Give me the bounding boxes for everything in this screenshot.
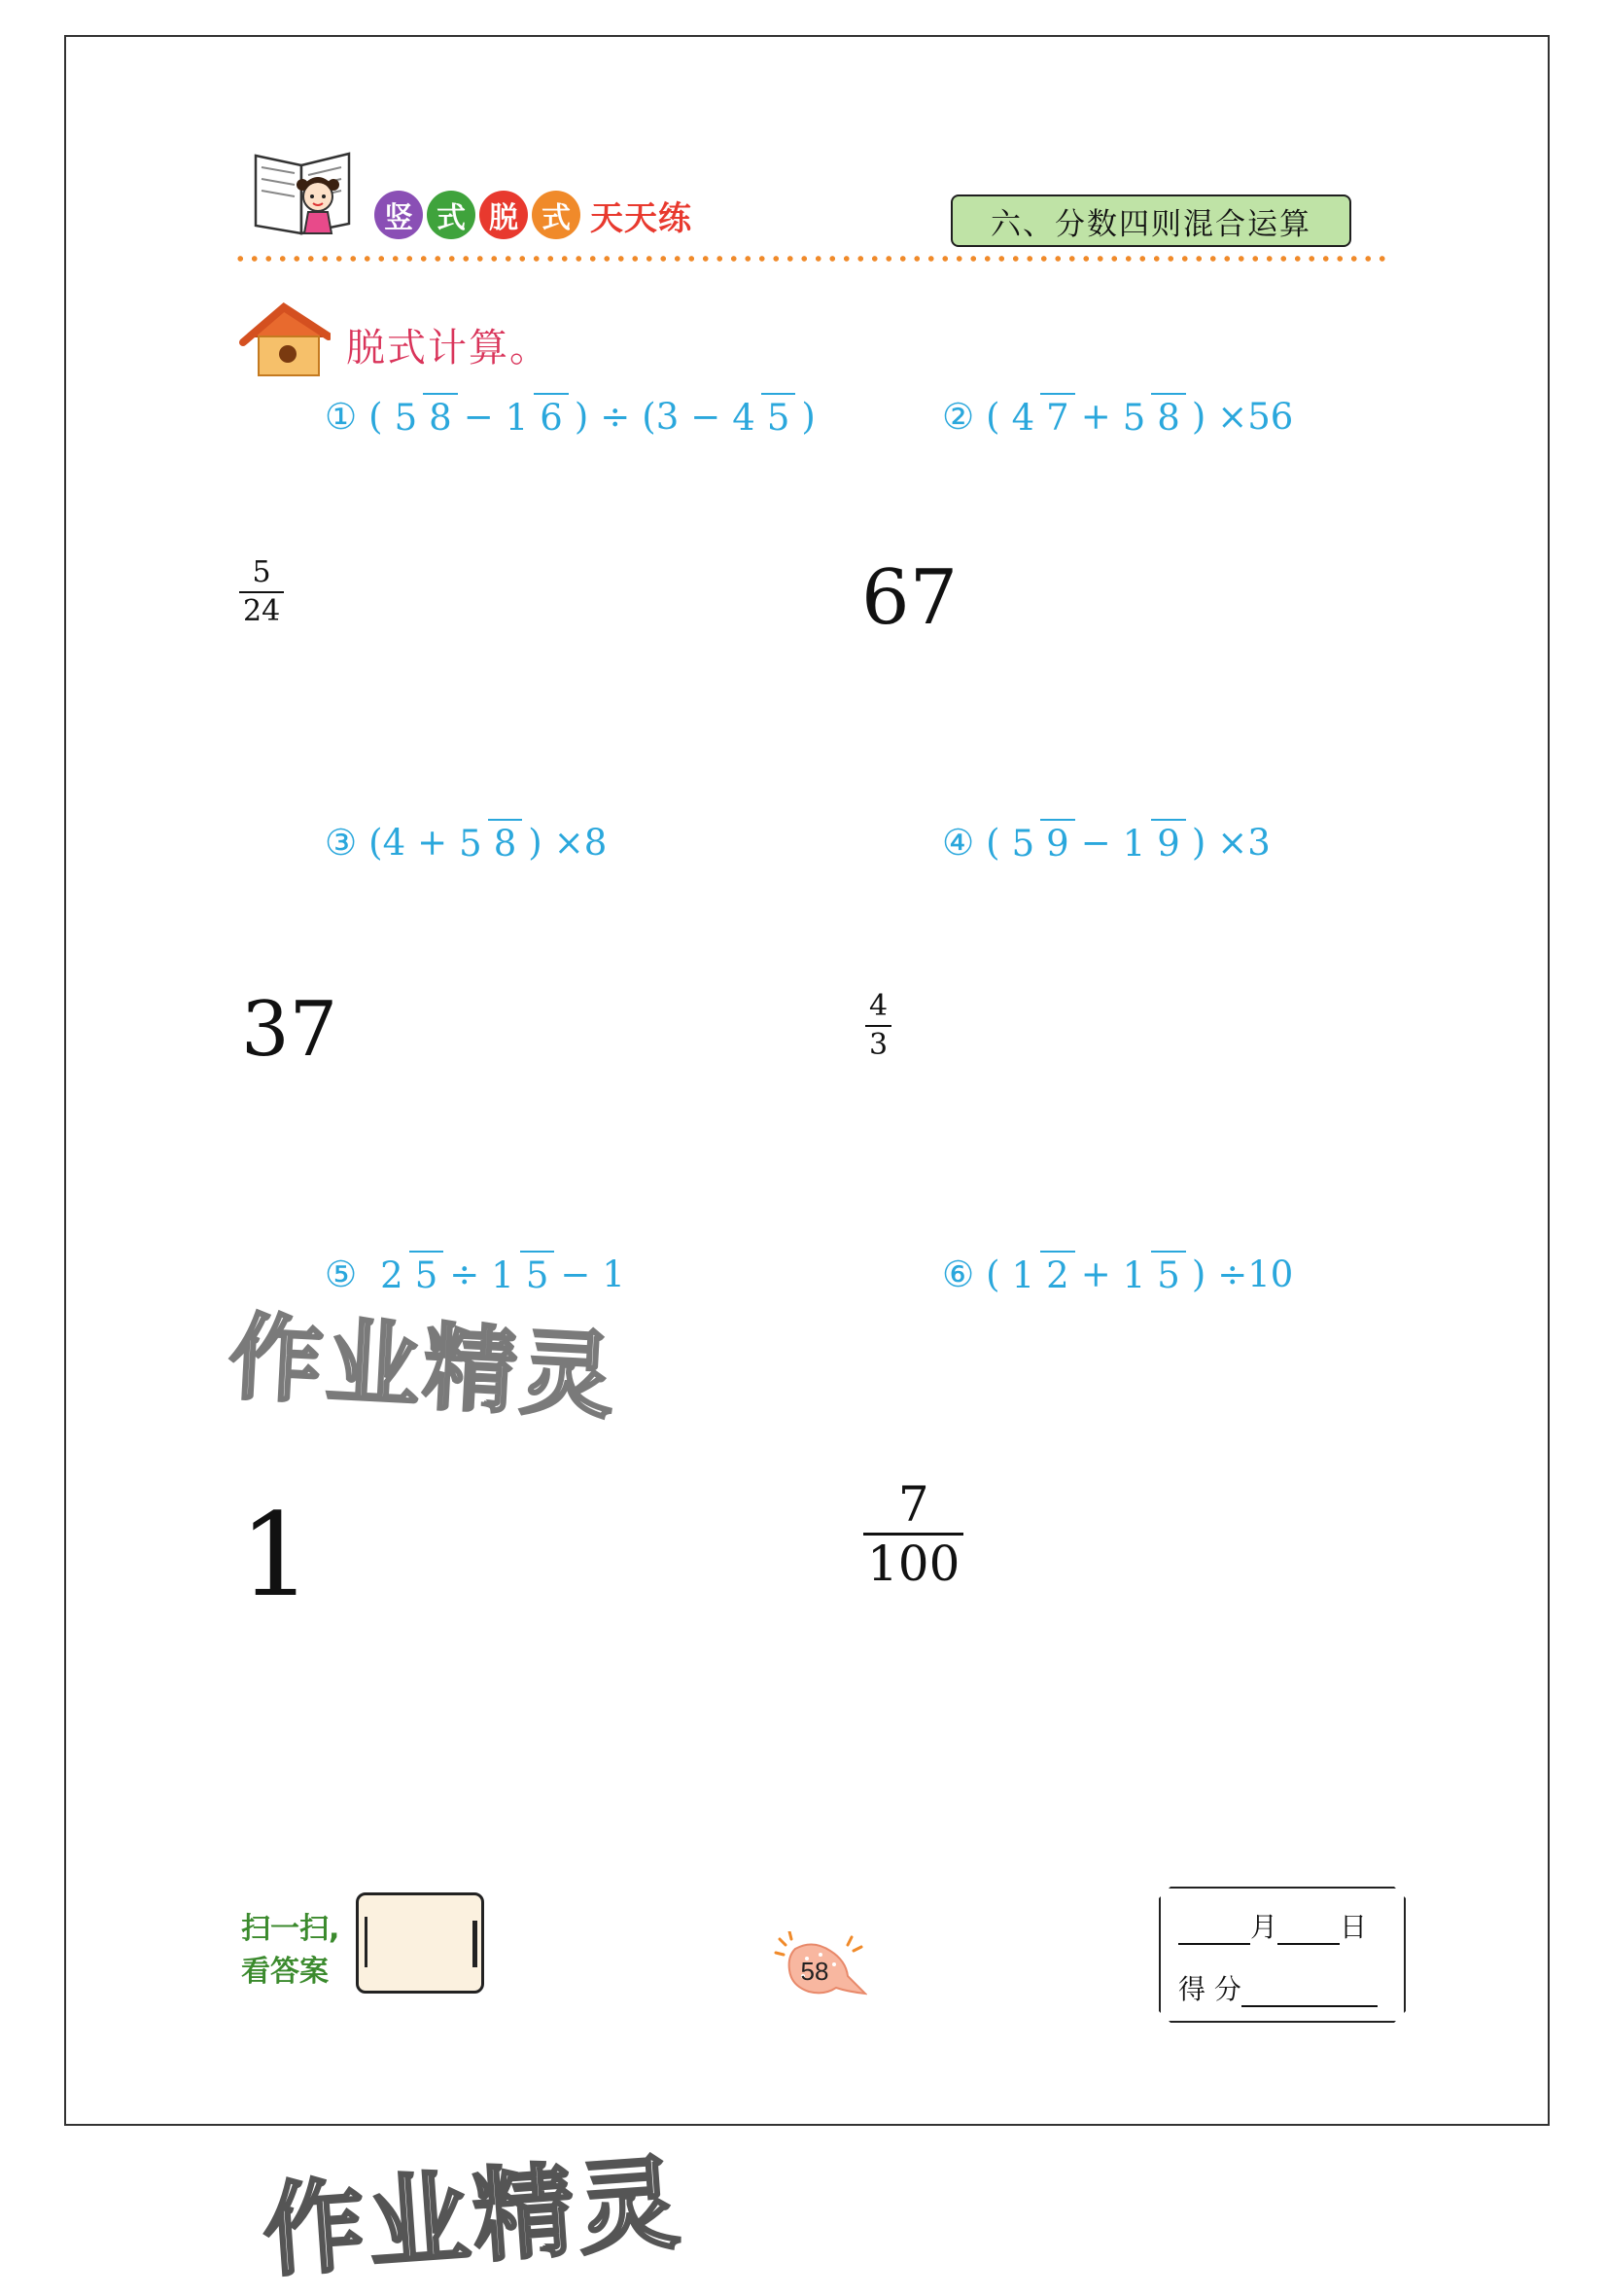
house-icon — [237, 298, 331, 381]
paren: ( — [368, 396, 383, 438]
date-line — [1178, 1906, 1367, 1945]
answer-6: $\frac{7}{100}$ — [863, 1480, 963, 1588]
operator: − — [1080, 822, 1111, 864]
fraction: 1 6 — [500, 393, 569, 441]
operator: − — [463, 396, 494, 438]
answer-4: $\frac{4}{3}$ — [865, 992, 891, 1060]
answer-3: 37 — [241, 986, 338, 1074]
title-circle-2: 式 — [427, 191, 475, 239]
operator: ÷ — [600, 396, 631, 438]
day-blank[interactable] — [1277, 1916, 1340, 1945]
section-title: 脱式计算。 — [346, 326, 550, 371]
paren: ) — [1191, 822, 1206, 864]
book-girl-logo — [248, 136, 365, 243]
problem-1 — [325, 393, 816, 441]
problem-6 — [942, 1251, 1293, 1298]
paren: (3 — [642, 396, 680, 438]
operator: ×8 — [553, 822, 608, 864]
paren: ) — [801, 396, 816, 438]
scan-line-2: 看答案 — [241, 1955, 329, 1989]
book-title — [374, 191, 692, 239]
fraction: 1 5 — [485, 1251, 554, 1298]
paren: (4 — [368, 822, 406, 864]
qr-code-placeholder[interactable] — [356, 1892, 484, 1994]
problem-number: ① — [325, 396, 358, 438]
problem-number: ⑥ — [942, 1254, 975, 1295]
operand: 1 — [602, 1254, 625, 1295]
operator: − — [690, 396, 721, 438]
fraction: 2 5 — [374, 1251, 443, 1298]
watermark: 作业精灵 — [226, 1302, 621, 1432]
answer-5: 1 — [239, 1488, 313, 1622]
operator: + — [1080, 1254, 1111, 1295]
fraction: 1 9 — [1117, 819, 1186, 866]
problem-number: ⑤ — [325, 1254, 358, 1295]
fraction: 1 2 — [1006, 1251, 1075, 1298]
paren: ) — [1191, 1254, 1206, 1295]
operator: ×56 — [1217, 396, 1294, 438]
operator: ×3 — [1217, 822, 1271, 864]
paren: ( — [986, 396, 1000, 438]
paren: ) — [574, 396, 589, 438]
operator: + — [1080, 396, 1111, 438]
title-tail: 天天练 — [590, 198, 692, 238]
operator: ÷10 — [1217, 1254, 1294, 1295]
title-circle-3: 脱 — [479, 191, 528, 239]
watermark-bottom: 作业精灵 — [259, 2143, 687, 2291]
problem-3 — [325, 819, 607, 866]
fraction: 5 8 — [453, 819, 522, 866]
title-circle-4: 式 — [532, 191, 580, 239]
problem-4 — [942, 819, 1271, 866]
problem-2 — [942, 393, 1293, 441]
month-blank[interactable] — [1178, 1916, 1250, 1945]
fraction: 5 8 — [389, 393, 458, 441]
paren: ) — [1191, 396, 1206, 438]
answer-2: 67 — [861, 554, 959, 642]
score-blank[interactable] — [1241, 1978, 1378, 2007]
paren: ) — [528, 822, 542, 864]
fraction: 1 5 — [1117, 1251, 1186, 1298]
problem-number: ③ — [325, 822, 358, 864]
paren: ( — [986, 1254, 1000, 1295]
month-label: 月 — [1250, 1911, 1278, 1943]
problem-number: ② — [942, 396, 975, 438]
score-label: 得 分 — [1178, 1973, 1241, 2005]
fraction: 4 7 — [1006, 393, 1075, 441]
paren: ( — [986, 822, 1000, 864]
scan-line-1: 扫一扫, — [241, 1912, 340, 1946]
page-number: 58 — [800, 1957, 829, 1986]
title-circle-1: 竖 — [374, 191, 423, 239]
chapter-badge: 六、分数四则混合运算 — [951, 194, 1351, 247]
dotted-divider — [233, 256, 1388, 262]
scan-prompt — [241, 1908, 339, 1994]
problem-number: ④ — [942, 822, 975, 864]
answer-1: $\frac{5}{24}$ — [239, 558, 284, 626]
operator: ÷ — [449, 1254, 480, 1295]
operator: − — [560, 1254, 591, 1295]
fraction: 5 9 — [1006, 819, 1075, 866]
fraction: 4 5 — [726, 393, 795, 441]
day-label: 日 — [1340, 1911, 1368, 1943]
score-line — [1178, 1968, 1378, 2007]
fraction: 5 8 — [1117, 393, 1186, 441]
operator: + — [417, 822, 448, 864]
